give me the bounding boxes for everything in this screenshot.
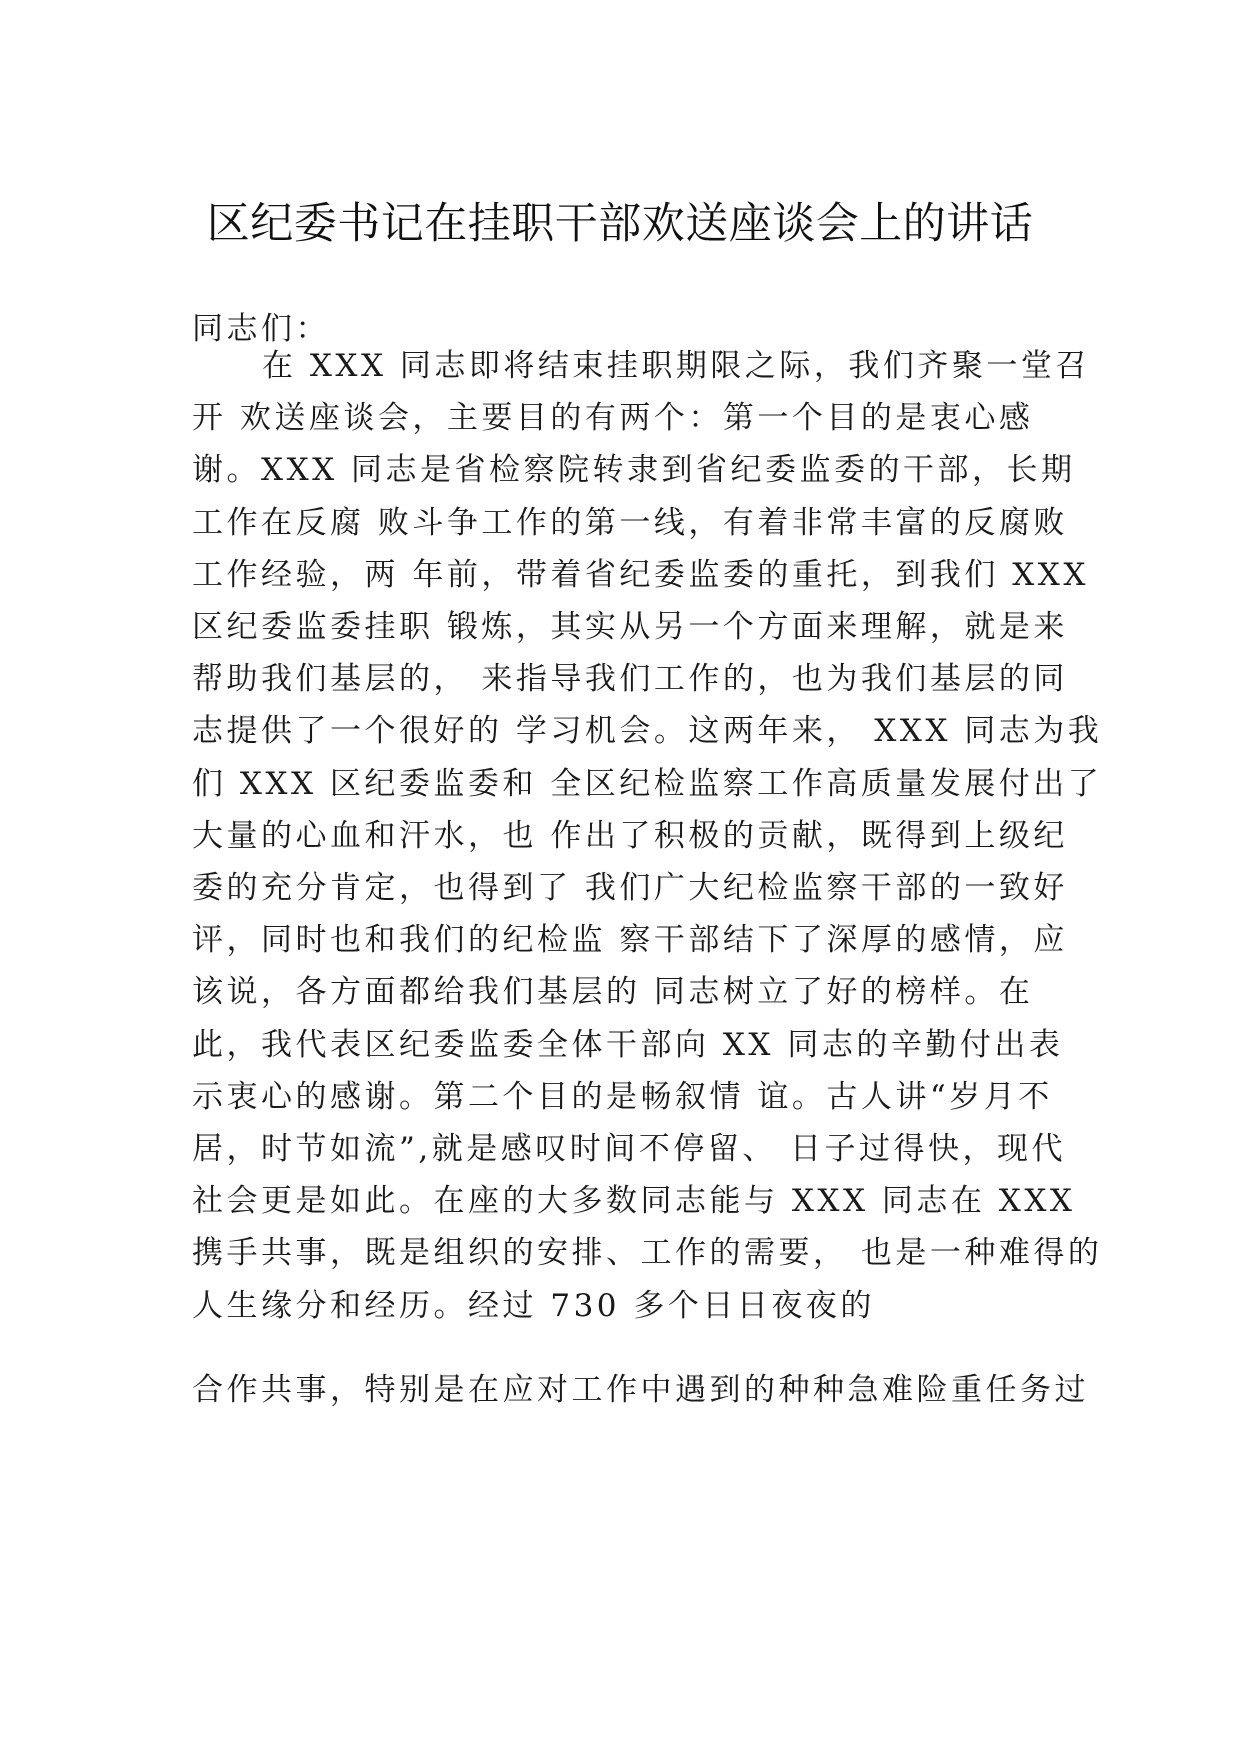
paragraph-line: 示衷心的感谢。第二个目的是畅叙情 谊。古人讲“岁月不: [192, 1079, 1053, 1115]
paragraph-line: 工作经验，两 年前，带着省纪委监委的重托，到我们 XXX: [192, 557, 1089, 593]
paragraph-line: 开 欢送座谈会，主要目的有两个：第一个目的是衷心感: [192, 400, 1034, 436]
paragraph-line: 谢。XXX 同志是省检察院转隶到省纪委监委的干部，长期: [192, 452, 1076, 488]
paragraph-line: 人生缘分和经历。经过 730 多个日日夜夜的: [192, 1288, 875, 1324]
paragraph-line: 评，同时也和我们的纪检监 察干部结下了深厚的感情，应: [192, 922, 1068, 958]
paragraph-line: 志提供了一个很好的 学习机会。这两年来， XXX 同志为我: [192, 713, 1103, 749]
paragraph-line: 此，我代表区纪委监委全体干部向 XX 同志的辛勤付出表: [192, 1027, 1064, 1063]
paragraph-line: 帮助我们基层的， 来指导我们工作的，也为我们基层的同: [192, 661, 1068, 697]
paragraph-line: 该说，各方面都给我们基层的 同志树立了好的榜样。在: [192, 974, 1034, 1010]
paragraph-line: 工作在反腐 败斗争工作的第一线，有着非常丰富的反腐败: [192, 505, 1068, 541]
paragraph-line: 们 XXX 区纪委监委和 全区纪检监察工作高质量发展付出了: [192, 766, 1103, 802]
paragraph-line: 区纪委监委挂职 锻炼，其实从另一个方面来理解，就是来: [192, 609, 1068, 645]
paragraph-line: 大量的心血和汗水，也 作出了积极的贡献，既得到上级纪: [192, 818, 1068, 854]
paragraph-line: 携手共事，既是组织的安排、工作的需要， 也是一种难得的: [192, 1235, 1103, 1271]
continuation-line: 合作共事，特别是在应对工作中遇到的种种急难险重任务过: [192, 1372, 1089, 1408]
paragraph-line: 在 XXX 同志即将结束挂职期限之际，我们齐聚一堂召: [262, 348, 1090, 384]
paragraph-line: 委的充分肯定，也得到了 我们广大纪检监察干部的一致好: [192, 870, 1068, 906]
paragraph-line: 居，时节如流”,就是感叹时间不停留、 日子过得快，现代: [192, 1131, 1067, 1167]
paragraph-line: 社会更是如此。在座的大多数同志能与 XXX 同志在 XXX: [192, 1183, 1076, 1219]
salutation: 同志们：: [192, 311, 330, 347]
document-title: 区纪委书记在挂职干部欢送座谈会上的讲话: [206, 199, 1034, 249]
